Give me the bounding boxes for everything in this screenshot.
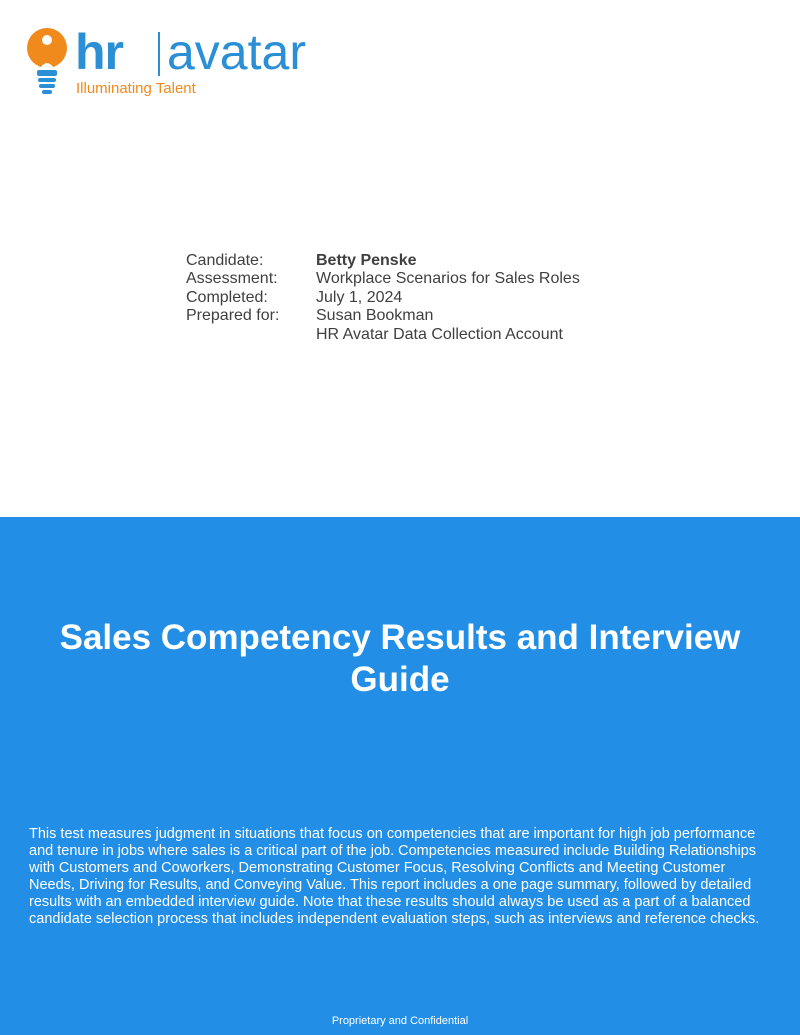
prepared-for-account-row bbox=[186, 326, 580, 344]
lightbulb-icon bbox=[25, 26, 73, 96]
confidential-footer: Proprietary and Confidential bbox=[331, 1015, 469, 1027]
prepared-for-name: Susan Bookman bbox=[316, 307, 434, 325]
logo-tagline: Illuminating Talent bbox=[76, 80, 196, 97]
prepared-for-row bbox=[186, 307, 580, 325]
logo-divider bbox=[158, 32, 160, 76]
logo-brand-hr: hr bbox=[75, 24, 123, 80]
assessment-label: Assessment: bbox=[186, 270, 278, 288]
completed-label: Completed: bbox=[186, 288, 268, 306]
candidate-info-block bbox=[186, 252, 580, 344]
assessment-row bbox=[186, 270, 580, 288]
assessment-name: Workplace Scenarios for Sales Roles bbox=[316, 270, 580, 288]
candidate-name: Betty Penske bbox=[316, 252, 417, 269]
prepared-for-label: Prepared for: bbox=[186, 307, 280, 325]
completed-row bbox=[186, 289, 580, 307]
logo-brand-avatar: avatar bbox=[167, 24, 306, 80]
hr-avatar-logo bbox=[25, 24, 306, 104]
report-title: Sales Competency Results and Interview Guide bbox=[59, 618, 741, 699]
candidate-row bbox=[186, 252, 580, 270]
prepared-for-account: HR Avatar Data Collection Account bbox=[316, 325, 563, 343]
completed-date: July 1, 2024 bbox=[316, 288, 403, 306]
candidate-label: Candidate: bbox=[186, 252, 264, 269]
cover-blue-panel bbox=[0, 517, 800, 1035]
report-description: This test measures judgment in situations that focus on competencies that are important for high job performance and tenure in jobs where sales is a critical part of the job. Competencies measured include Building Relationships with Customers and Coworkers, Demonstrating Customer Focus, Resolving Conflicts and Meeting Customer Needs, Driving for Results, and Conveying Value. This report includes a one page summary, followed by detailed results with an embedded interview guide. Note that these results should always be used as a part of a balanced candidate selection process that includes independent evaluation steps, such as interviews and reference checks. bbox=[29, 826, 760, 927]
